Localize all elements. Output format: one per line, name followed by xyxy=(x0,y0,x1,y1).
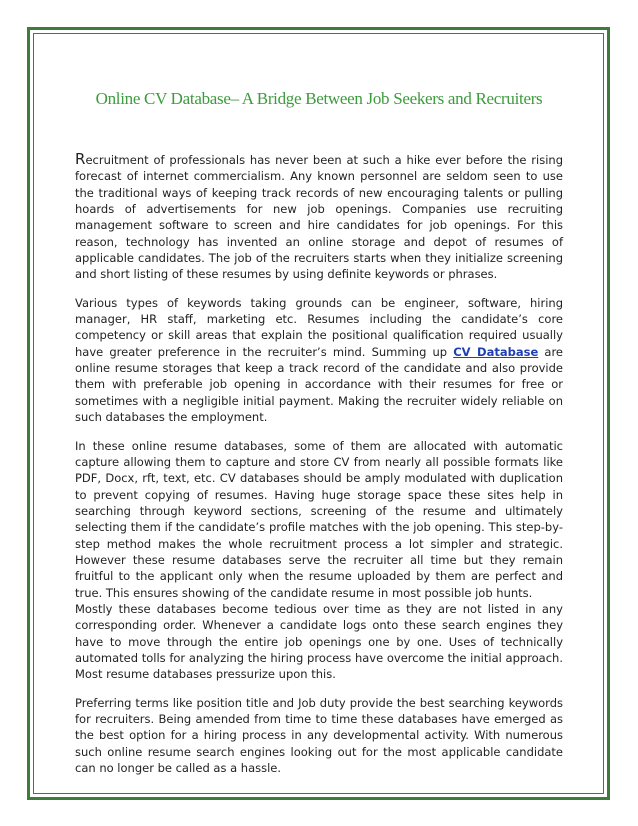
document-body xyxy=(75,151,563,776)
paragraph-1-text: ecruitment of professionals has never been at such a hike ever before the rising forecast of internet commercialism. Any known personnel are seldom seen to use the traditional ways of keeping track records of new encouraging talents or pulling hoards of advertisements for new job openings. Companies use recruiting management software to screen and hire candidates for job openings. For this reason, technology has invented an online storage and depot of resumes of applicable candidates. The job of the recruiters starts when they initialize screening and short listing of these resumes by using definite keywords or phrases. xyxy=(75,153,563,282)
document-title: Online CV Database– A Bridge Between Job Seekers and Recruiters xyxy=(95,89,543,108)
drop-cap: R xyxy=(75,150,86,168)
paragraph-3: In these online resume databases, some of them are allocated with automatic capture allowing them to capture and store CV from nearly all possible formats like PDF, Docx, rft, text, etc. CV databases should be amply modulated with duplication to prevent copying of resumes. Having huge storage space these sites help in searching through keyword sections, screening of the resume and ultimately selecting them if the candidate’s profile matches with the job opening. This step-by-step method makes the whole recruitment process a lot simpler and strategic. However these resume databases serve the recruiter all time but they remain fruitful to the applicant only when the resume uploaded by them are perfect and true. This ensures showing of the candidate resume in most possible job hunts. xyxy=(75,438,563,600)
paragraph-1 xyxy=(75,151,563,283)
paragraph-4: Mostly these databases become tedious over time as they are not listed in any corresponding order. Whenever a candidate logs onto these search engines they have to move through the entire job openings one by one. Uses of technically automated tolls for analyzing the hiring process have overcome the initial approach. Most resume databases pressurize upon this. xyxy=(75,601,563,682)
paragraph-2-text-before: Various types of keywords taking grounds can be engineer, software, hiring manager, HR staff, marketing etc. Resumes including the candidate’s core competency or skill areas that explain the positional qualification required usually have greater preference in the recruiter’s mind. Summing up xyxy=(75,295,563,359)
cv-database-link[interactable]: CV Database xyxy=(453,344,539,359)
paragraph-2-text-after: are online resume storages that keep a track record of the candidate and also provide them with preferable job opening in accordance with their resumes for free or sometimes with a negligible initial payment. Making the recruiter widely reliable on such databases the employment. xyxy=(75,344,563,425)
paragraph-5: Preferring terms like position title and Job duty provide the best searching keywords for recruiters. Being amended from time to time these databases have emerged as the best option for a hiring process in any developmental activity. With numerous such online resume search engines looking out for the most applicable candidate can no longer be called as a hassle. xyxy=(75,695,563,776)
paragraph-2 xyxy=(75,295,563,426)
